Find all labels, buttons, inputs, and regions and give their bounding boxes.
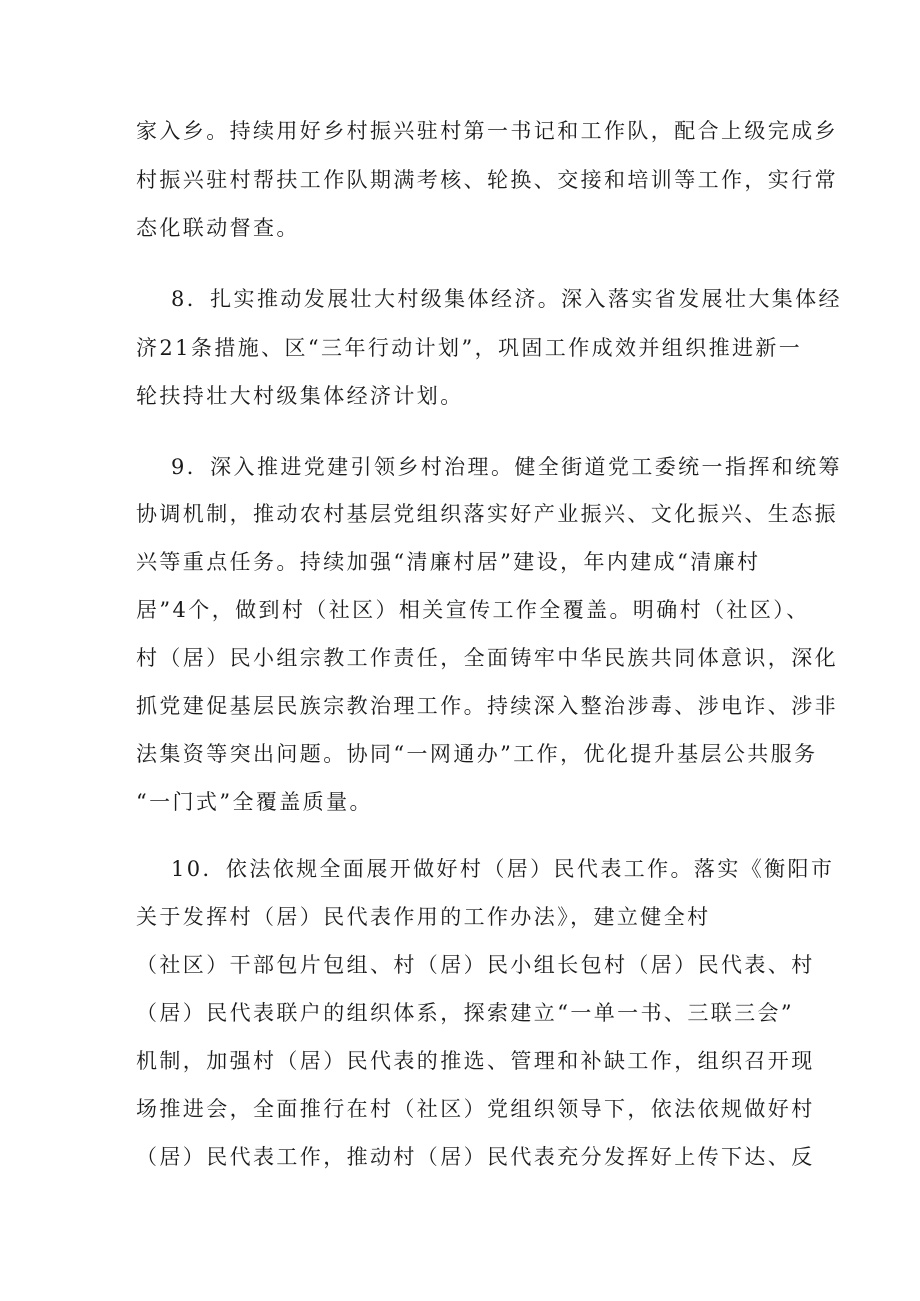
text-line: 济21条措施、区“三年行动计划”，巩固工作成效并组织推进新一 xyxy=(136,336,803,360)
text-line: 机制，加强村（居）民代表的推选、管理和补缺工作，组织召开现 xyxy=(136,1049,815,1073)
text-line: 10．依法依规全面展开做好村（居）民代表工作。落实《衡阳市 xyxy=(171,857,835,881)
text-line: 抓党建促基层民族宗教治理工作。持续深入整治涉毒、涉电诈、涉非 xyxy=(136,694,838,718)
text-line: 关于发挥村（居）民代表作用的工作办法》，建立健全村 xyxy=(136,905,711,929)
text-line: 居”4个，做到村（社区）相关宣传工作全覆盖。明确村（社区）、 xyxy=(136,598,810,622)
text-line: 村振兴驻村帮扶工作队期满考核、轮换、交接和培训等工作，实行常 xyxy=(136,168,838,192)
text-line: （居）民代表联户的组织体系，探索建立“一单一书、三联三会” xyxy=(136,1001,795,1025)
text-line: 法集资等突出问题。协同“一网通办”工作，优化提升基层公共服务 xyxy=(136,742,818,766)
text-line: 态化联动督查。 xyxy=(136,216,300,240)
text-line: （社区）干部包片包组、村（居）民小组长包村（居）民代表、村 xyxy=(136,953,815,977)
text-line: 村（居）民小组宗教工作责任，全面铸牢中华民族共同体意识，深化 xyxy=(136,646,838,670)
text-line: （居）民代表工作，推动村（居）民代表充分发挥好上传下达、反 xyxy=(136,1145,815,1169)
text-line: 9．深入推进党建引领乡村治理。健全街道党工委统一指挥和统筹 xyxy=(171,455,842,479)
text-line: 家入乡。持续用好乡村振兴驻村第一书记和工作队，配合上级完成乡 xyxy=(136,119,838,143)
text-line: 兴等重点任务。持续加强“清廉村居”建设，年内建成“清廉村 xyxy=(136,550,761,574)
text-line: “一门式”全覆盖质量。 xyxy=(136,790,373,814)
text-line: 轮扶持壮大村级集体经济计划。 xyxy=(136,384,464,408)
text-line: 协调机制，推动农村基层党组织落实好产业振兴、文化振兴、生态振 xyxy=(136,502,838,526)
text-line: 8．扎实推动发展壮大村级集体经济。深入落实省发展壮大集体经 xyxy=(171,287,842,311)
text-line: 场推进会，全面推行在村（社区）党组织领导下，依法依规做好村 xyxy=(136,1097,815,1121)
